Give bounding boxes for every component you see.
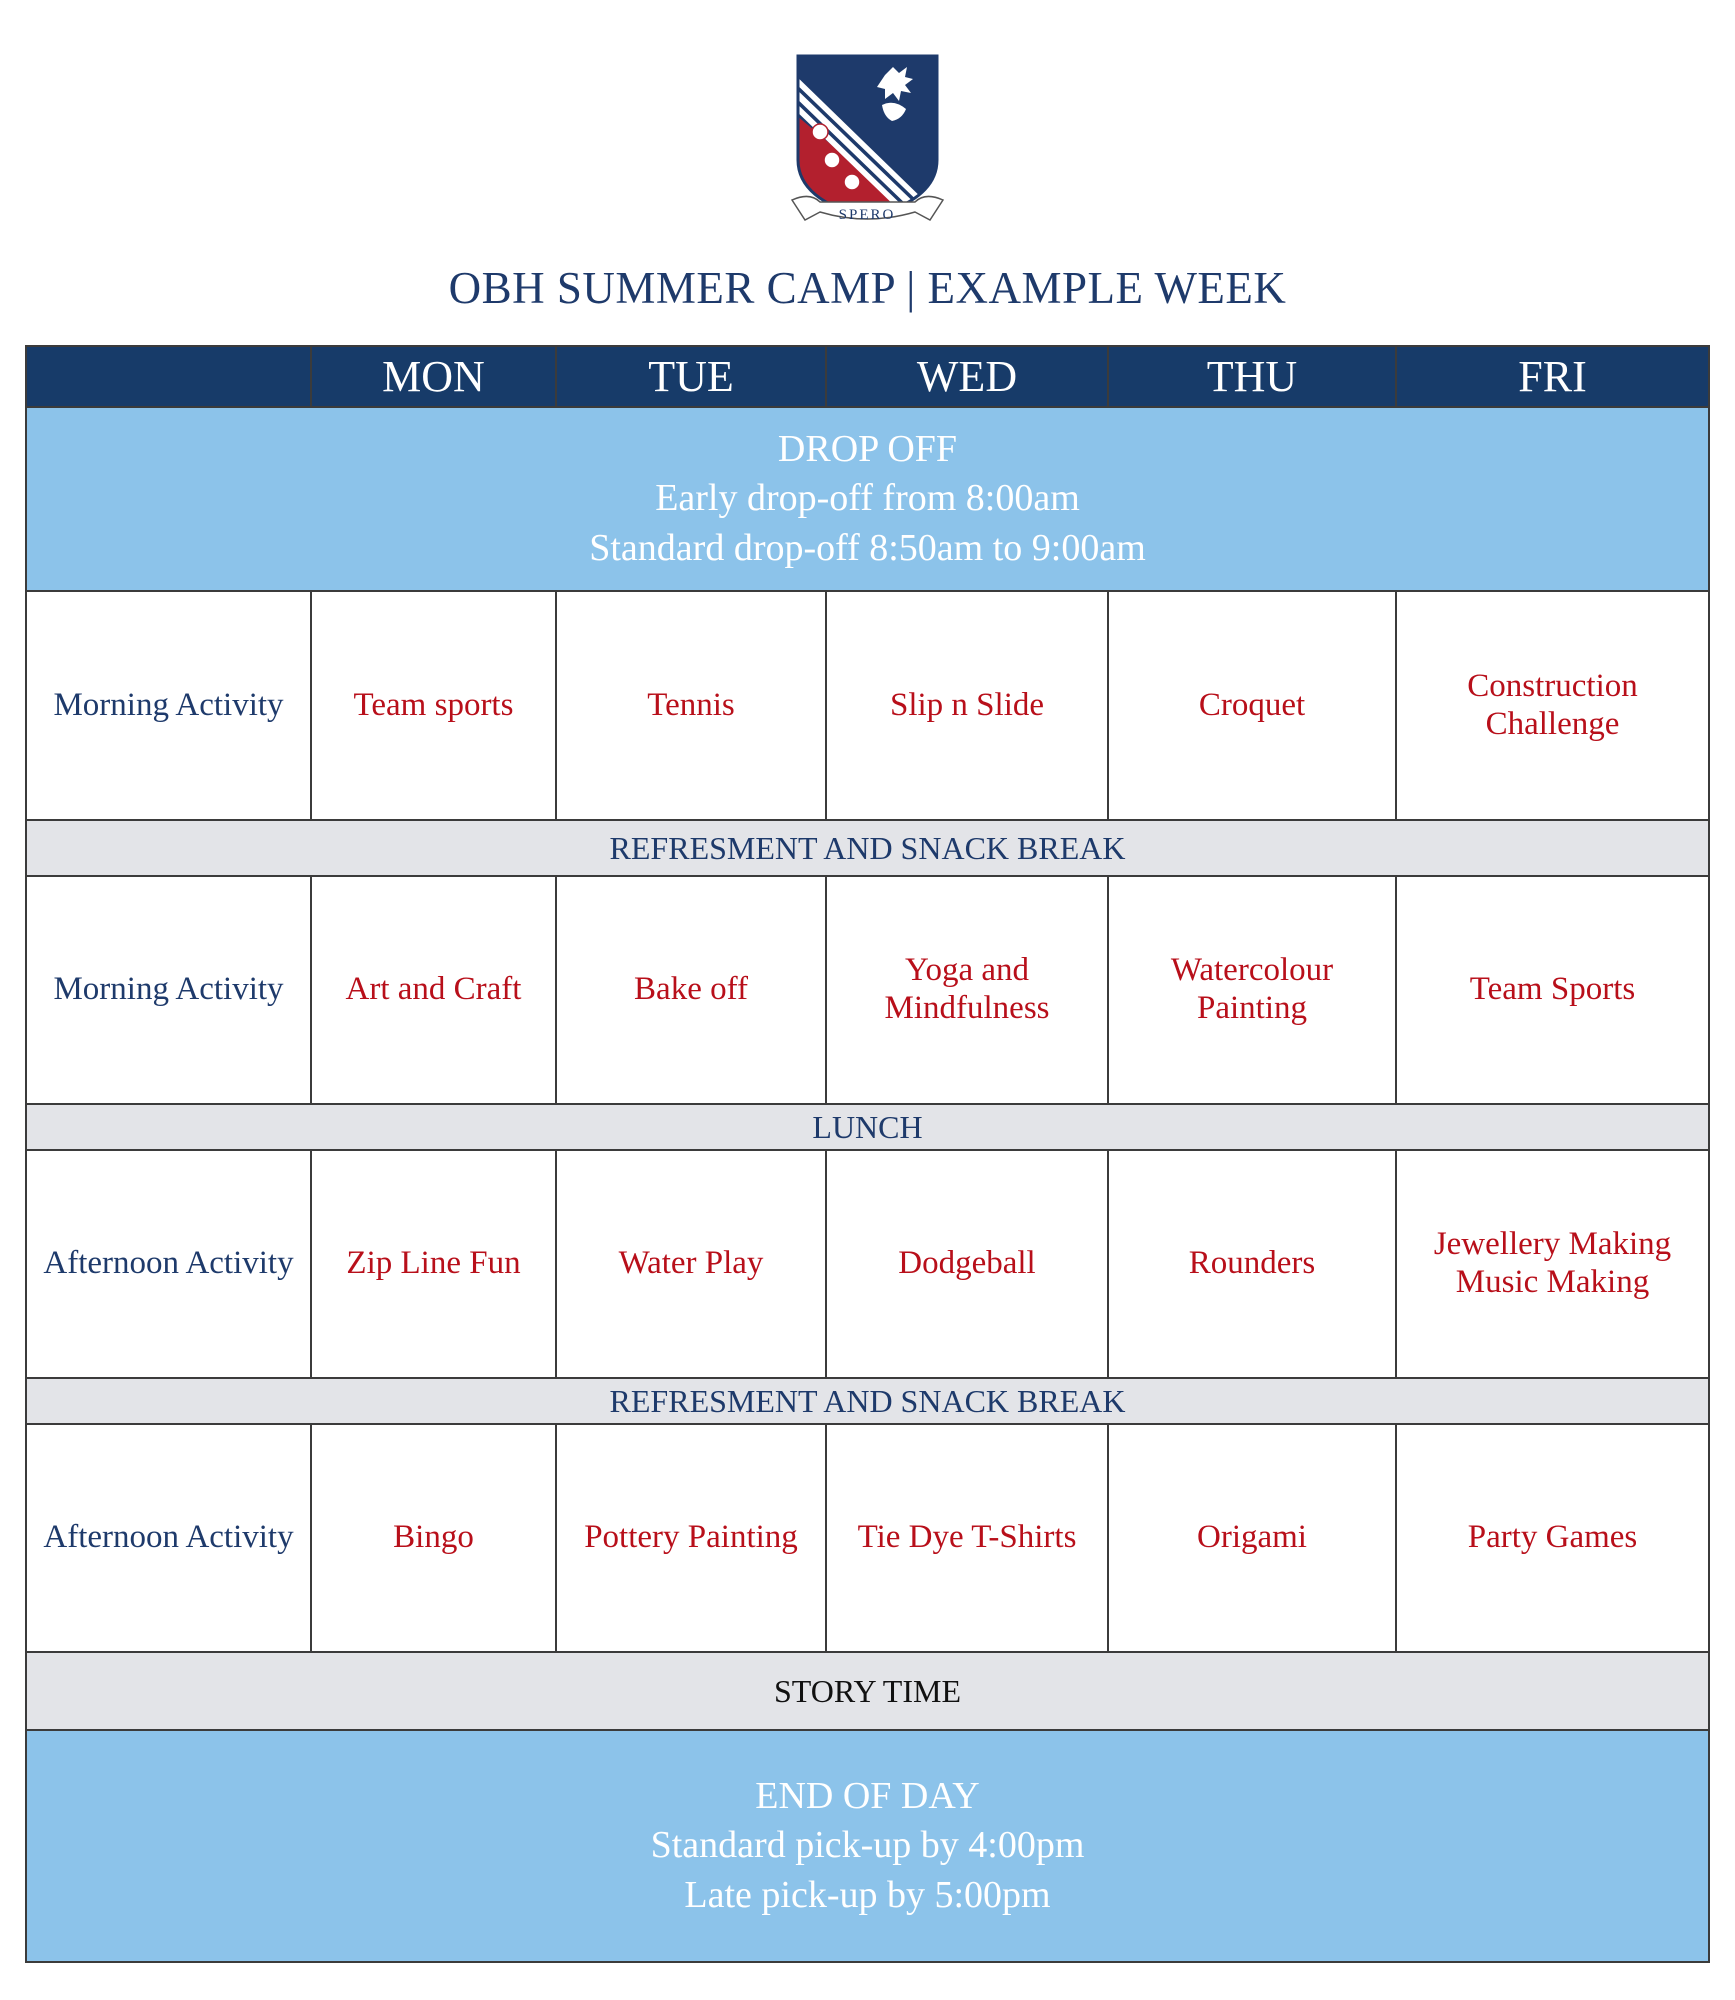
schedule-table: [25, 345, 1710, 1963]
activity-cell: Watercolour Painting: [1109, 877, 1397, 1103]
row-label: Morning Activity: [27, 592, 312, 819]
school-crest-logo: [790, 50, 945, 240]
activity-cell: Jewellery Making Music Making: [1433, 1226, 1672, 1300]
row-label: Morning Activity: [27, 877, 312, 1103]
snack-break-band: [27, 1377, 1708, 1423]
snack-break-label: REFRESMENT AND SNACK BREAK: [609, 829, 1126, 866]
activity-cell: Art and Craft: [312, 877, 557, 1103]
table-row: [27, 1423, 1708, 1651]
pickup-standard: Standard pick-up by 4:00pm: [650, 1824, 1085, 1867]
activity-cell: Tennis: [557, 592, 827, 819]
activity-cell: Pottery Painting: [557, 1425, 827, 1651]
story-time-label: STORY TIME: [774, 1672, 961, 1709]
activity-cell: Rounders: [1109, 1151, 1397, 1377]
table-row: [27, 590, 1708, 819]
story-time-band: [27, 1651, 1708, 1729]
activity-cell: Bingo: [312, 1425, 557, 1651]
day-header-mon: MON: [312, 347, 557, 408]
activity-cell: Dodgeball: [827, 1151, 1109, 1377]
activity-cell: Bake off: [557, 877, 827, 1103]
day-header-tue: TUE: [557, 347, 827, 408]
pickup-late: Late pick-up by 5:00pm: [684, 1873, 1051, 1916]
snack-break-label: REFRESMENT AND SNACK BREAK: [609, 1382, 1126, 1419]
lunch-band: [27, 1103, 1708, 1149]
header-blank-cell: [27, 347, 312, 408]
day-header-wed: WED: [827, 347, 1109, 408]
activity-cell: Party Games: [1467, 1519, 1638, 1556]
activity-cell: Construction Challenge: [1467, 667, 1638, 742]
end-of-day-heading: END OF DAY: [755, 1774, 980, 1817]
activity-cell: Team Sports: [1469, 971, 1636, 1008]
drop-off-band: [27, 406, 1708, 590]
end-of-day-band: [27, 1729, 1708, 1961]
activity-cell: Yoga and Mindfulness: [827, 877, 1109, 1103]
row-label: Afternoon Activity: [27, 1425, 312, 1651]
row-label: Afternoon Activity: [27, 1151, 312, 1377]
drop-off-standard: Standard drop-off 8:50am to 9:00am: [589, 526, 1146, 569]
activity-cell: Croquet: [1109, 592, 1397, 819]
activity-cell: Team sports: [312, 592, 557, 819]
page-title: OBH SUMMER CAMP | EXAMPLE WEEK: [448, 263, 1287, 313]
drop-off-early: Early drop-off from 8:00am: [655, 477, 1080, 520]
lunch-label: LUNCH: [812, 1108, 923, 1145]
day-header-thu: THU: [1109, 347, 1397, 408]
day-header-row: [27, 347, 1708, 408]
activity-cell: Tie Dye T-Shirts: [827, 1425, 1109, 1651]
drop-off-heading: DROP OFF: [777, 427, 958, 470]
activity-cell: Water Play: [557, 1151, 827, 1377]
snack-break-band: [27, 819, 1708, 875]
activity-cell: Slip n Slide: [827, 592, 1109, 819]
activity-cell: Zip Line Fun: [312, 1151, 557, 1377]
day-header-fri: FRI: [1518, 352, 1587, 402]
table-row: [27, 875, 1708, 1103]
table-row: [27, 1149, 1708, 1377]
crest-motto: SPERO: [838, 207, 896, 223]
activity-cell: Origami: [1109, 1425, 1397, 1651]
